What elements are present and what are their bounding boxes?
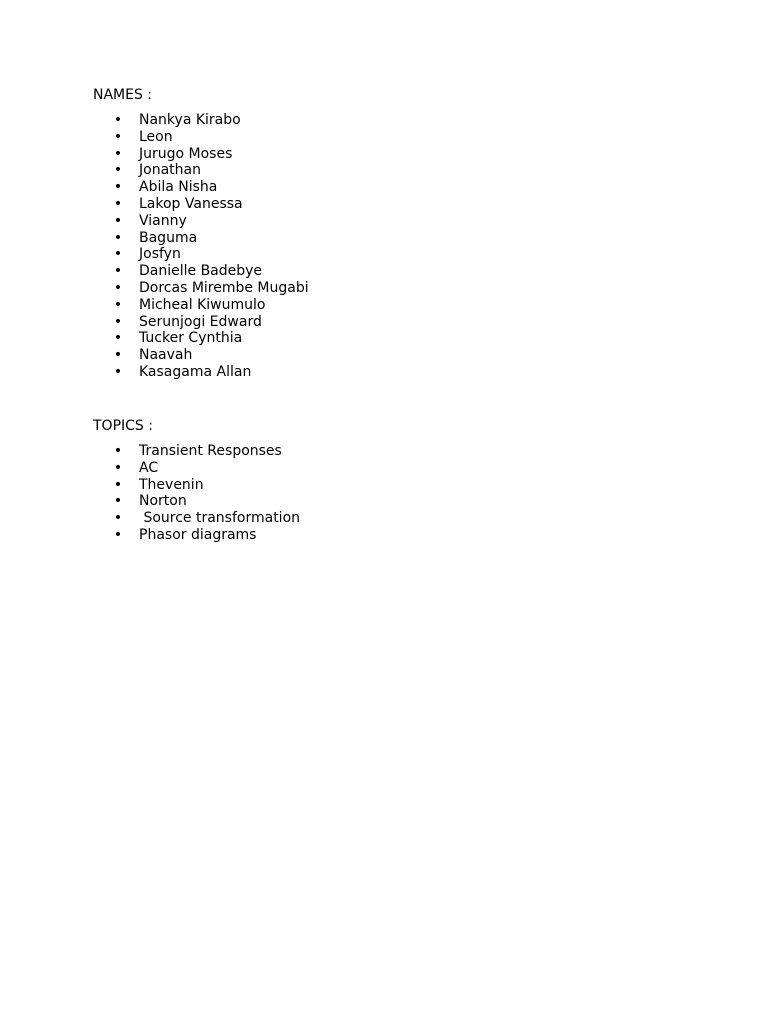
bullet-icon: • (113, 510, 123, 527)
bullet-icon: • (113, 128, 123, 145)
bullet-icon: • (113, 476, 123, 493)
name-item-label: Baguma (139, 229, 198, 246)
name-item-label: Micheal Kiwumulo (139, 296, 266, 313)
name-item-label: Tucker Cynthia (139, 330, 243, 347)
name-item-label: Jurugo Moses (139, 145, 233, 162)
bullet-icon: • (113, 347, 123, 364)
name-item-label: Josfyn (139, 246, 181, 263)
bullet-icon: • (113, 195, 123, 212)
name-item-label: Vianny (139, 212, 187, 229)
name-item-label: Jonathan (139, 162, 201, 179)
bullet-icon: • (113, 212, 123, 229)
bullet-icon: • (113, 330, 123, 347)
bullet-icon: • (113, 493, 123, 510)
bullet-icon: • (113, 162, 123, 179)
name-item-label: Danielle Badebye (139, 263, 263, 280)
name-item-label: Naavah (139, 347, 193, 364)
name-item-label: Dorcas Mirembe Mugabi (139, 279, 309, 296)
bullet-icon: • (113, 179, 123, 196)
bullet-icon: • (113, 443, 123, 459)
bullet-icon: • (113, 526, 123, 543)
bullet-icon: • (113, 363, 123, 380)
name-item-label: Lakop Vanessa (139, 195, 243, 212)
bullet-icon: • (113, 145, 123, 162)
bullet-icon: • (113, 112, 123, 128)
name-item-label: Serunjogi Edward (139, 313, 262, 330)
bullet-icon: • (113, 263, 123, 280)
topic-item-label: Norton (139, 493, 187, 510)
names-heading: NAMES : (93, 87, 153, 103)
bullet-icon: • (113, 459, 123, 476)
bullet-icon: • (113, 296, 123, 313)
bullet-icon: • (113, 246, 123, 263)
name-item-label: Leon (139, 128, 173, 145)
name-item-label: Kasagama Allan (139, 363, 252, 380)
name-item-label: Abila Nisha (139, 179, 218, 196)
topic-item-label: Phasor diagrams (139, 526, 257, 543)
topic-item-label: Transient Responses (139, 443, 282, 459)
bullet-icon: • (113, 313, 123, 330)
topic-item-label: AC (139, 459, 159, 476)
topic-item-label: Thevenin (139, 476, 204, 493)
topic-item-label: Source transformation (139, 510, 301, 527)
bullet-icon: • (113, 229, 123, 246)
name-item-label: Nankya Kirabo (139, 112, 241, 128)
bullet-icon: • (113, 279, 123, 296)
topics-heading: TOPICS : (93, 418, 153, 434)
